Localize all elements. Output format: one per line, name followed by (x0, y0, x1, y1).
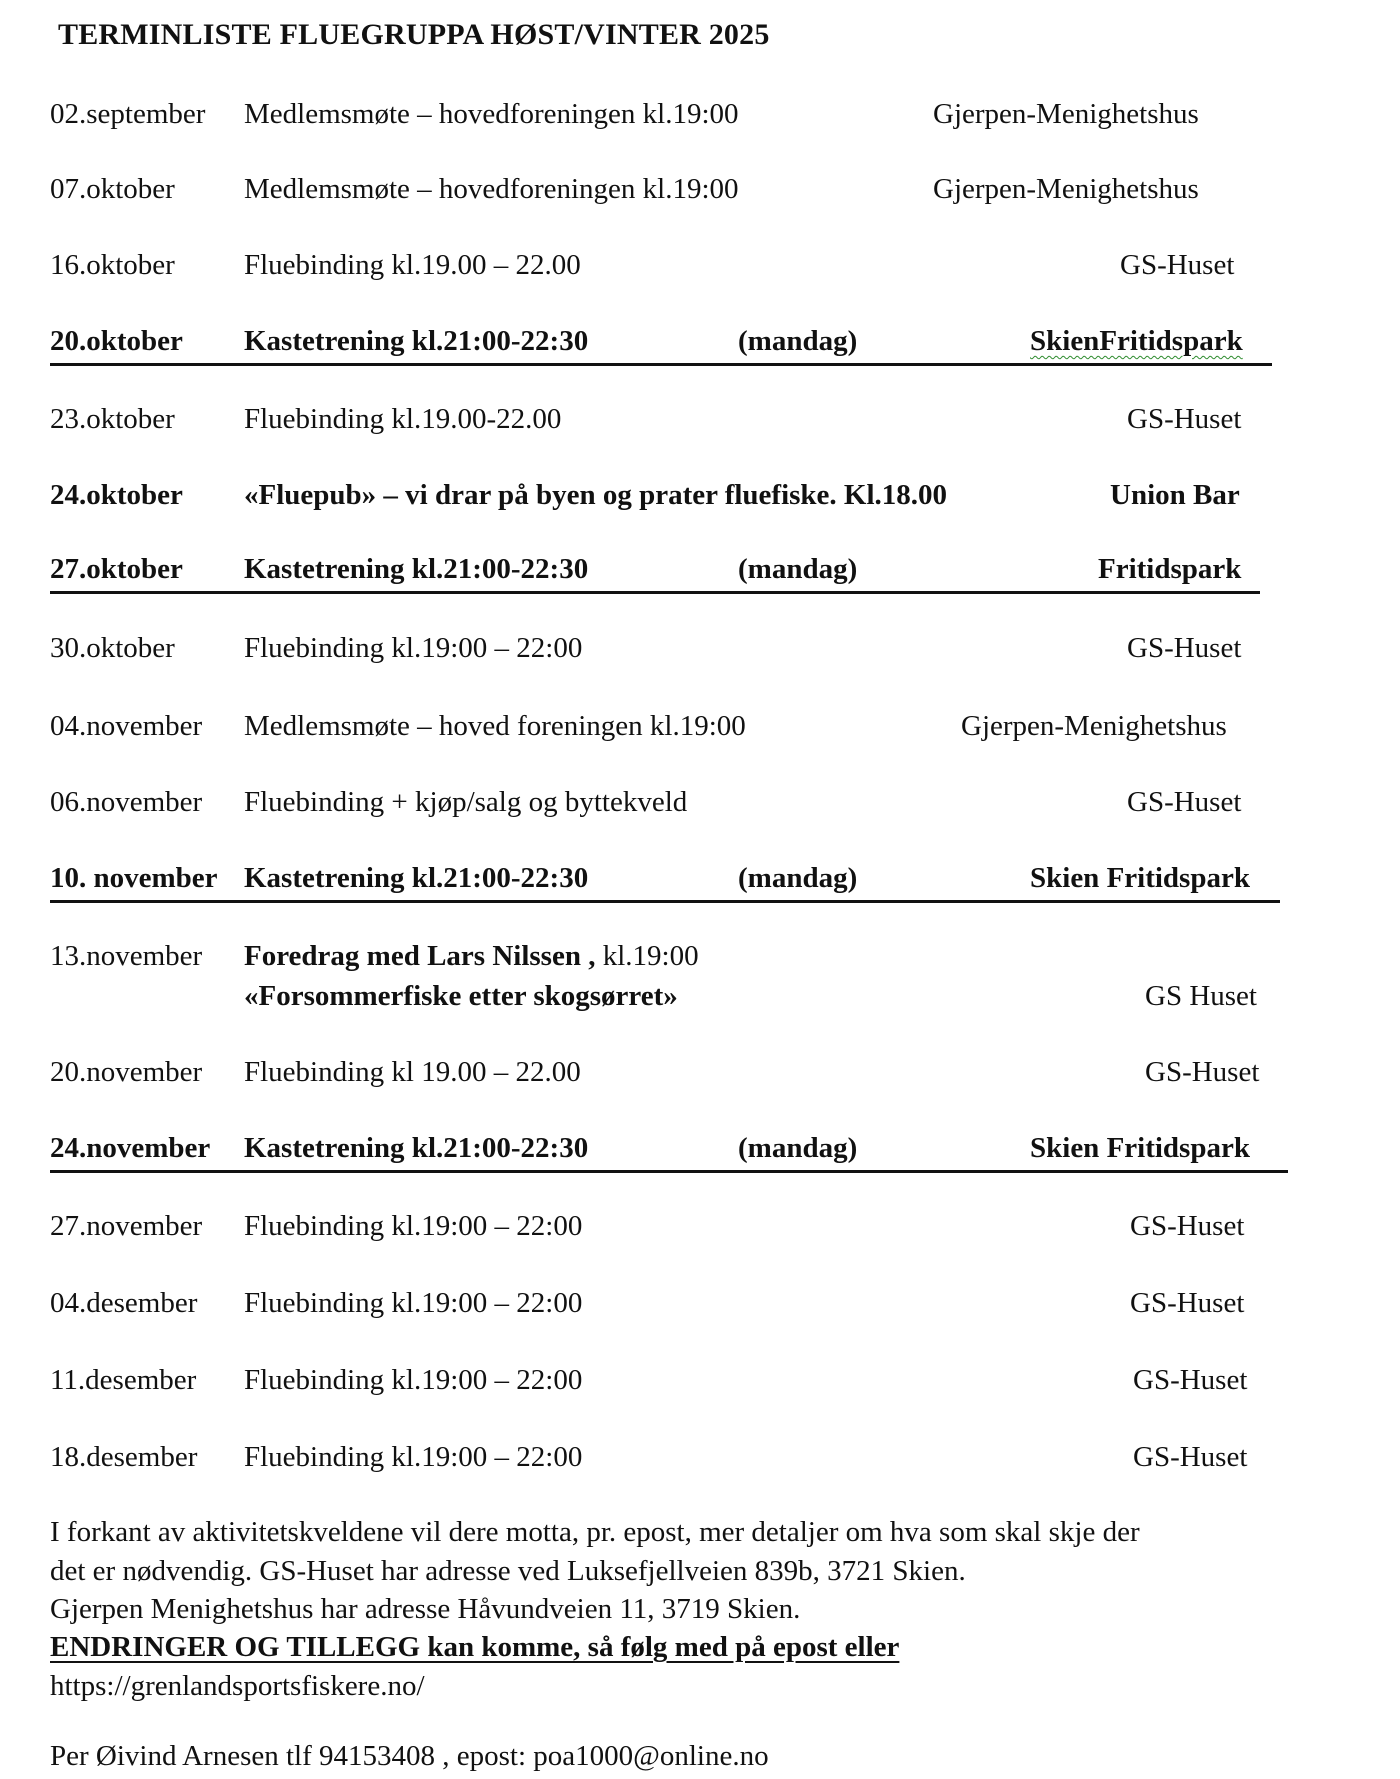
footer-info-line: det er nødvendig. GS-Huset har adresse ved Luksefjellveien 839b, 3721 Skien. (50, 1555, 966, 1587)
row-underline (50, 363, 1272, 366)
event-place: Skien Fritidspark (1030, 1132, 1250, 1164)
event-row (0, 249, 1400, 289)
event-description: Medlemsmøte – hoved foreningen kl.19:00 (244, 710, 746, 742)
event-date: 20.oktober (50, 325, 183, 357)
row-underline (50, 900, 1280, 903)
event-description: Fluebinding kl 19.00 – 22.00 (244, 1056, 581, 1088)
event-day: (mandag) (738, 1132, 858, 1164)
row-underline (50, 1170, 1288, 1173)
event-description: Medlemsmøte – hovedforeningen kl.19:00 (244, 173, 739, 205)
event-description: Kastetrening kl.21:00-22:30 (244, 553, 589, 585)
event-description: Kastetrening kl.21:00-22:30 (244, 1132, 589, 1164)
event-day: (mandag) (738, 553, 858, 585)
event-date: 07.oktober (50, 173, 175, 205)
event-place: Skien Fritidspark (1030, 862, 1250, 894)
event-row-highlight (0, 479, 1400, 519)
event-date: 24.november (50, 1132, 211, 1164)
event-place: GS-Huset (1130, 1210, 1245, 1242)
event-row (0, 1287, 1400, 1327)
event-place: Union Bar (1110, 479, 1240, 511)
event-date: 24.oktober (50, 479, 183, 511)
event-date: 04.desember (50, 1287, 198, 1319)
event-row (0, 786, 1400, 826)
event-row-highlight (0, 1132, 1400, 1172)
event-description-subtitle: «Forsommerfiske etter skogsørret» (244, 980, 678, 1012)
event-row (0, 403, 1400, 443)
event-description (244, 940, 699, 973)
event-date: 23.oktober (50, 403, 175, 435)
event-place: Gjerpen-Menighetshus (933, 98, 1199, 130)
event-place: GS-Huset (1130, 1287, 1245, 1319)
event-date: 27.november (50, 1210, 203, 1242)
event-date: 02.september (50, 98, 206, 130)
event-place: Gjerpen-Menighetshus (933, 173, 1199, 205)
event-row-two-line (0, 940, 1400, 1024)
event-row (0, 1210, 1400, 1250)
footer-address-line: Gjerpen Menighetshus har adresse Håvundveien 11, 3719 Skien. (50, 1593, 801, 1625)
event-description: Fluebinding kl.19.00 – 22.00 (244, 249, 581, 281)
event-row (0, 1056, 1400, 1096)
event-description: Fluebinding kl.19:00 – 22:00 (244, 1210, 583, 1242)
event-place: GS-Huset (1120, 249, 1235, 281)
event-date: 11.desember (50, 1364, 197, 1396)
footer-contact: Per Øivind Arnesen tlf 94153408 , epost: poa1000@online.no (50, 1740, 769, 1772)
event-place: GS Huset (1145, 980, 1257, 1012)
event-place: Fritidspark (1098, 553, 1242, 585)
event-description: Fluebinding kl.19:00 – 22:00 (244, 632, 583, 664)
event-description: Kastetrening kl.21:00-22:30 (244, 325, 589, 357)
event-row-highlight (0, 862, 1400, 902)
event-row (0, 1364, 1400, 1404)
footer-website-link[interactable]: https://grenlandsportsfiskere.no/ (50, 1670, 425, 1702)
event-date: 06.november (50, 786, 203, 818)
event-description-time: kl.19:00 (595, 940, 699, 972)
event-date: 18.desember (50, 1441, 198, 1473)
footer-notice: ENDRINGER OG TILLEGG kan komme, så følg med på epost eller (50, 1631, 900, 1663)
event-description: Medlemsmøte – hovedforeningen kl.19:00 (244, 98, 739, 130)
event-description: «Fluepub» – vi drar på byen og prater fluefiske. Kl.18.00 (244, 479, 948, 511)
event-row-highlight (0, 325, 1400, 365)
event-day: (mandag) (738, 862, 858, 894)
event-description: Fluebinding + kjøp/salg og byttekveld (244, 786, 688, 818)
row-underline (50, 591, 1260, 594)
event-date: 27.oktober (50, 553, 183, 585)
event-date: 10. november (50, 862, 218, 894)
event-description-bold: Foredrag med Lars Nilssen , (244, 940, 596, 972)
event-day: (mandag) (738, 325, 858, 357)
page-title: TERMINLISTE FLUEGRUPPA HØST/VINTER 2025 (58, 18, 770, 51)
event-place: SkienFritidspark (1030, 325, 1243, 357)
footer-info-line: I forkant av aktivitetskveldene vil dere motta, pr. epost, mer detaljer om hva som skal skje der (50, 1516, 1140, 1548)
event-date: 30.oktober (50, 632, 175, 664)
event-place: GS-Huset (1133, 1364, 1248, 1396)
event-row (0, 1441, 1400, 1481)
event-description: Fluebinding kl.19:00 – 22:00 (244, 1364, 583, 1396)
event-row (0, 98, 1400, 138)
event-date: 20.november (50, 1056, 203, 1088)
event-row-highlight (0, 553, 1400, 593)
event-date: 04.november (50, 710, 203, 742)
event-description: Fluebinding kl.19:00 – 22:00 (244, 1287, 583, 1319)
event-description: Fluebinding kl.19:00 – 22:00 (244, 1441, 583, 1473)
event-row (0, 632, 1400, 672)
event-place: Gjerpen-Menighetshus (961, 710, 1227, 742)
event-date: 16.oktober (50, 249, 175, 281)
event-row (0, 710, 1400, 750)
event-place: GS-Huset (1127, 786, 1242, 818)
event-place: GS-Huset (1127, 403, 1242, 435)
event-place: GS-Huset (1133, 1441, 1248, 1473)
event-place: GS-Huset (1145, 1056, 1260, 1088)
event-place: GS-Huset (1127, 632, 1242, 664)
event-row (0, 173, 1400, 213)
event-description: Fluebinding kl.19.00-22.00 (244, 403, 562, 435)
event-date: 13.november (50, 940, 203, 972)
event-description: Kastetrening kl.21:00-22:30 (244, 862, 589, 894)
